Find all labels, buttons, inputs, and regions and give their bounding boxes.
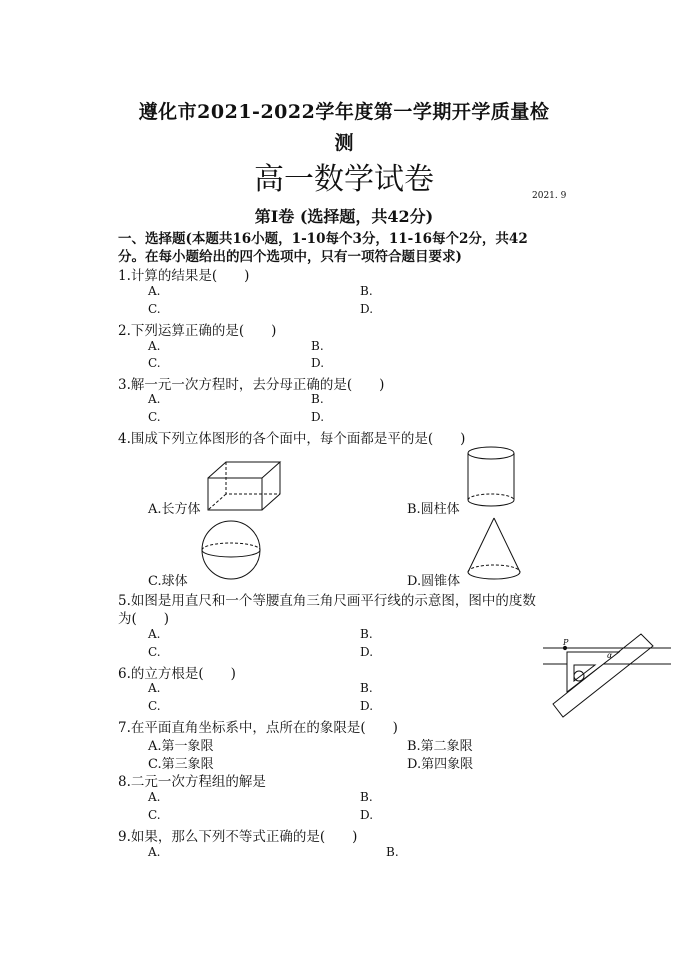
question-1-option-a: A. — [148, 284, 161, 298]
question-7-option-a: A.第一象限 — [148, 739, 214, 754]
question-9-option-b: B. — [386, 845, 399, 859]
question-6-option-d: D. — [360, 699, 374, 713]
section-instructions-line2: 分。在每小题给出的四个选项中，只有一项符合题目要求) — [118, 249, 462, 265]
question-1-option-c: C. — [148, 302, 161, 316]
question-3-option-d: D. — [311, 410, 325, 424]
question-8-option-a: A. — [148, 790, 161, 804]
question-3-option-c: C. — [148, 410, 161, 424]
question-4-option-a: A.长方体 — [148, 502, 201, 517]
exam-subtitle: 高一数学试卷 — [254, 162, 434, 197]
section-instructions-line1: 一、选择题(本题共16小题，1-10每个3分，11-16每个2分，共42 — [118, 231, 528, 247]
question-1-option-d: D. — [360, 302, 374, 316]
question-7-option-c: C.第三象限 — [148, 757, 214, 772]
question-1-stem: 1.计算的结果是( ) — [118, 268, 250, 284]
question-7-stem: 7.在平面直角坐标系中，点所在的象限是( ) — [118, 720, 398, 736]
part-heading: 第Ⅰ卷 (选择题，共42分) — [254, 207, 434, 226]
cylinder-figure — [466, 446, 516, 508]
question-4-stem: 4.围成下列立体图形的各个面中，每个面都是平的是( ) — [118, 431, 466, 447]
question-6-option-b: B. — [360, 681, 373, 695]
question-2-option-d: D. — [311, 356, 325, 370]
question-5-option-d: D. — [360, 645, 374, 659]
question-3-option-b: B. — [311, 392, 324, 406]
question-2-option-c: C. — [148, 356, 161, 370]
question-6-option-a: A. — [148, 681, 161, 695]
question-2-option-b: B. — [311, 339, 324, 353]
figure-label-p: P — [563, 638, 569, 647]
cuboid-figure — [206, 460, 282, 512]
question-5-option-c: C. — [148, 645, 161, 659]
cone-figure — [466, 516, 522, 582]
question-3-option-a: A. — [148, 392, 161, 406]
parallel-lines-figure — [543, 632, 673, 722]
question-8-option-b: B. — [360, 790, 373, 804]
question-9-stem: 9.如果，那么下列不等式正确的是( ) — [118, 829, 358, 845]
question-4-option-b: B.圆柱体 — [407, 502, 460, 517]
question-3-stem: 3.解一元一次方程时，去分母正确的是( ) — [118, 377, 385, 393]
question-1-option-b: B. — [360, 284, 373, 298]
question-8-option-c: C. — [148, 808, 161, 822]
exam-title-line1: 遵化市2021-2022学年度第一学期开学质量检 — [138, 101, 550, 123]
sphere-figure — [200, 519, 262, 581]
question-7-option-d: D.第四象限 — [407, 757, 474, 772]
question-2-stem: 2.下列运算正确的是( ) — [118, 323, 277, 339]
question-5-stem-line2: 为( ) — [118, 611, 170, 627]
question-5-stem-line1: 5.如图是用直尺和一个等腰直角三角尺画平行线的示意图，图中的度数 — [118, 593, 536, 609]
exam-date: 2021. 9 — [532, 191, 567, 201]
question-6-stem: 6.的立方根是( ) — [118, 666, 236, 682]
question-4-option-c: C.球体 — [148, 574, 188, 589]
exam-title-line2: 测 — [334, 132, 354, 154]
question-5-option-a: A. — [148, 627, 161, 641]
question-6-option-c: C. — [148, 699, 161, 713]
question-5-option-b: B. — [360, 627, 373, 641]
question-2-option-a: A. — [148, 339, 161, 353]
question-7-option-b: B.第二象限 — [407, 739, 473, 754]
question-8-stem: 8.二元一次方程组的解是 — [118, 774, 266, 790]
question-9-option-a: A. — [148, 845, 161, 859]
question-8-option-d: D. — [360, 808, 374, 822]
question-4-option-d: D.圆锥体 — [407, 574, 461, 589]
figure-label-alpha: α — [607, 651, 613, 660]
